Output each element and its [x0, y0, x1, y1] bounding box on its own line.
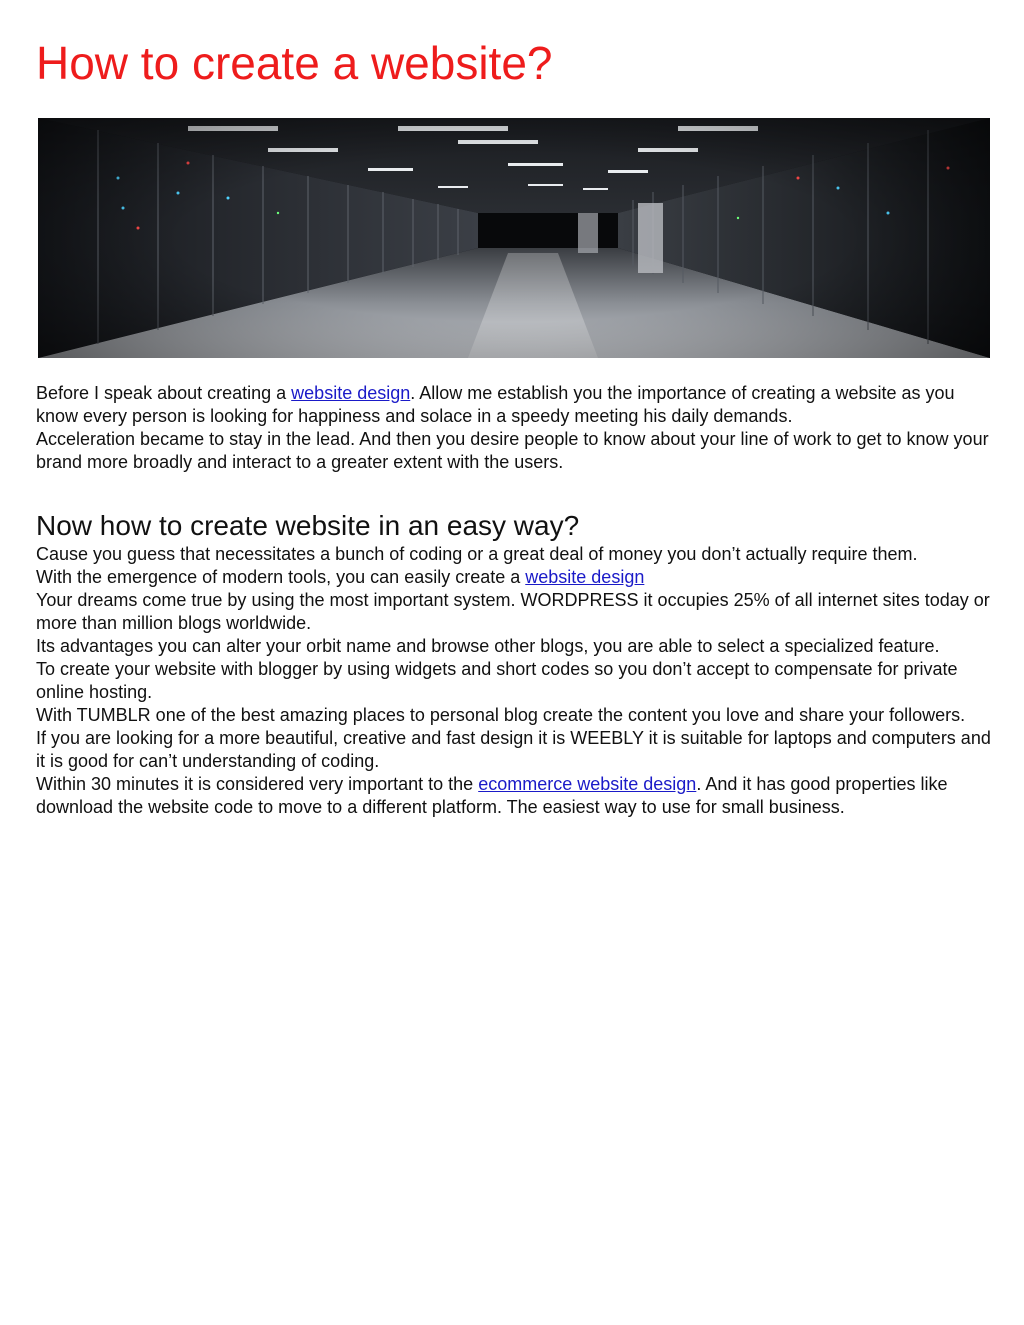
modern-tools-text: With the emergence of modern tools, you can easily create a [36, 567, 526, 587]
tumblr-paragraph: With TUMBLR one of the best amazing places to personal blog create the content you love and share your followers. [36, 705, 966, 725]
intro-text-before: Before I speak about creating a [36, 383, 292, 403]
ecommerce-website-design-link[interactable]: ecommerce website design [478, 774, 697, 794]
advantages-paragraph: Its advantages you can alter your orbit name and browse other blogs, you are able to select a specialized feature. [36, 636, 940, 656]
ecommerce-text-after: . And it has good properties like download the website code to move to a different platform. The easiest way to use for small business. [36, 774, 948, 817]
section-heading: Now how to create website in an easy way? [36, 510, 580, 541]
article-body [36, 382, 991, 819]
page-title: How to create a website? [36, 37, 553, 89]
blogger-paragraph: To create your website with blogger by using widgets and short codes so you don’t accept to compensate for private online hosting. [36, 659, 958, 702]
server-room-illustration [38, 118, 990, 358]
weebly-paragraph: If you are looking for a more beautiful, creative and fast design it is WEEBLY it is suitable for laptops and computers and it is good for can’t understanding of coding. [36, 728, 991, 771]
modern-tools-paragraph [36, 566, 991, 589]
website-design-link[interactable]: website design [291, 383, 411, 403]
intro-paragraph [36, 382, 991, 428]
coding-paragraph: Cause you guess that necessitates a bunch of coding or a great deal of money you don’t actually require them. [36, 544, 918, 564]
ecommerce-paragraph [36, 773, 991, 819]
intro-text-after: . Allow me establish you the importance of creating a website as you know every person is looking for happiness and solace in a speedy meeting his daily demands. [36, 383, 955, 426]
server-room-image [38, 118, 990, 358]
website-design-link-2[interactable]: website design [525, 567, 645, 587]
wordpress-paragraph: Your dreams come true by using the most important system. WORDPRESS it occupies 25% of all internet sites today or more than million blogs worldwide. [36, 590, 990, 633]
acceleration-paragraph: Acceleration became to stay in the lead. And then you desire people to know about your line of work to get to know your brand more broadly and interact to a greater extent with the users. [36, 429, 989, 472]
ecommerce-text-before: Within 30 minutes it is considered very important to the [36, 774, 479, 794]
